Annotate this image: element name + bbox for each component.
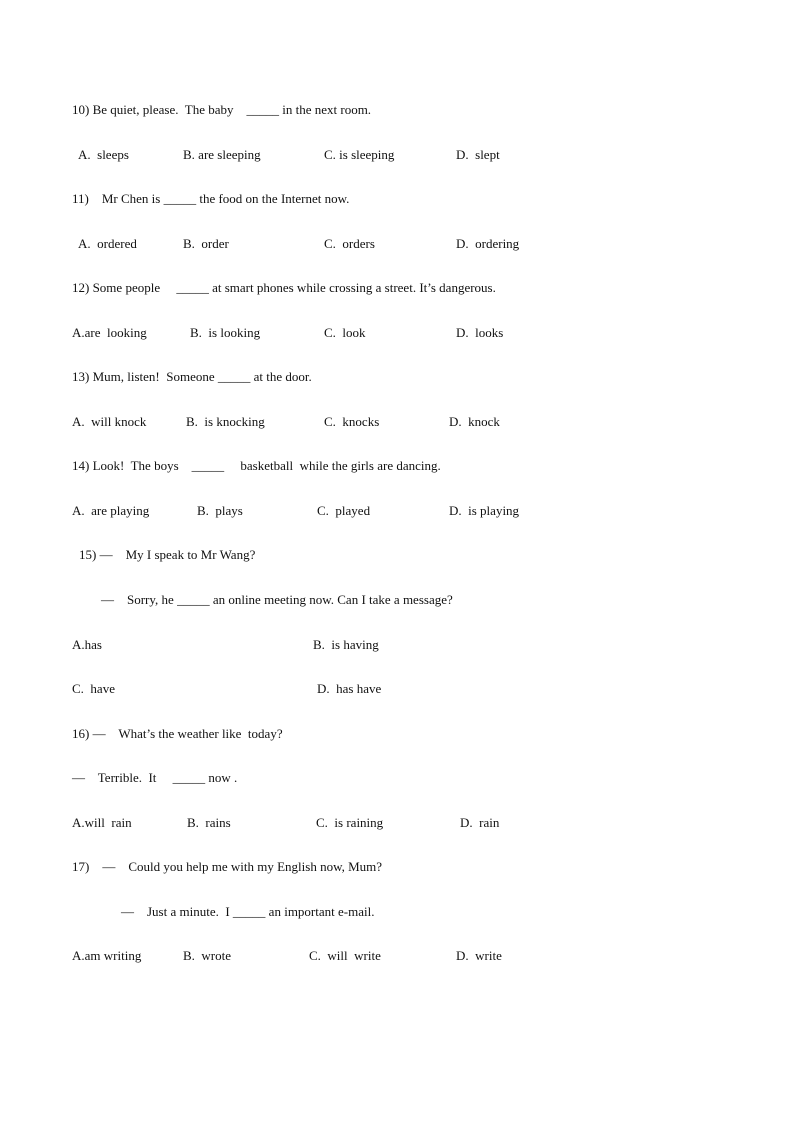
question-16-option-a: A.will rain (72, 815, 132, 830)
question-15-stem: 15) — My I speak to Mr Wang? (79, 547, 256, 562)
question-14-option-d: D. is playing (449, 503, 520, 518)
question-14-option-c: C. played (317, 503, 371, 518)
question-15-option-b: B. is having (313, 637, 379, 652)
question-17-stem: 17) — Could you help me with my English now, Mum? (72, 859, 383, 874)
question-15-option-c: C. have (72, 681, 115, 696)
question-10-stem: 10) Be quiet, please. The baby _____ in the next room. (72, 102, 372, 117)
question-13-option-c: C. knocks (324, 414, 380, 429)
question-11-option-a: A. ordered (78, 236, 137, 251)
question-13-option-b: B. is knocking (186, 414, 265, 429)
question-17-option-d: D. write (456, 948, 502, 963)
question-12-option-d: D. looks (456, 325, 504, 340)
question-10-option-a: A. sleeps (78, 147, 129, 162)
question-13-option-a: A. will knock (72, 414, 147, 429)
question-11-option-c: C. orders (324, 236, 375, 251)
question-13-option-d: D. knock (449, 414, 500, 429)
question-10-option-c: C. is sleeping (324, 147, 395, 162)
question-17-option-c: C. will write (309, 948, 381, 963)
question-10-option-d: D. slept (456, 147, 500, 162)
question-14-option-b: B. plays (197, 503, 243, 518)
question-17-option-b: B. wrote (183, 948, 232, 963)
question-12-option-c: C. look (324, 325, 366, 340)
question-12-option-b: B. is looking (190, 325, 261, 340)
question-17-reply: — Just a minute. I _____ an important e-mail. (121, 904, 375, 919)
question-12-option-a: A.are looking (72, 325, 147, 340)
question-16-option-d: D. rain (460, 815, 500, 830)
question-16-reply: — Terrible. It _____ now . (72, 770, 238, 785)
question-16-option-b: B. rains (187, 815, 231, 830)
question-16-stem: 16) — What’s the weather like today? (72, 726, 283, 741)
question-15-reply: — Sorry, he _____ an online meeting now. Can I take a message? (101, 592, 453, 607)
question-11-option-d: D. ordering (456, 236, 520, 251)
question-14-stem: 14) Look! The boys _____ basketball while the girls are dancing. (72, 458, 441, 473)
question-14-option-a: A. are playing (72, 503, 150, 518)
question-15-option-d: D. has have (317, 681, 382, 696)
question-17-option-a: A.am writing (72, 948, 142, 963)
question-12-stem: 12) Some people _____ at smart phones while crossing a street. It’s dangerous. (72, 280, 496, 295)
question-10-option-b: B. are sleeping (183, 147, 261, 162)
question-11-option-b: B. order (183, 236, 229, 251)
question-16-option-c: C. is raining (316, 815, 384, 830)
question-13-stem: 13) Mum, listen! Someone _____ at the door. (72, 369, 312, 384)
question-11-stem: 11) Mr Chen is _____ the food on the Internet now. (72, 191, 350, 206)
question-15-option-a: A.has (72, 637, 102, 652)
